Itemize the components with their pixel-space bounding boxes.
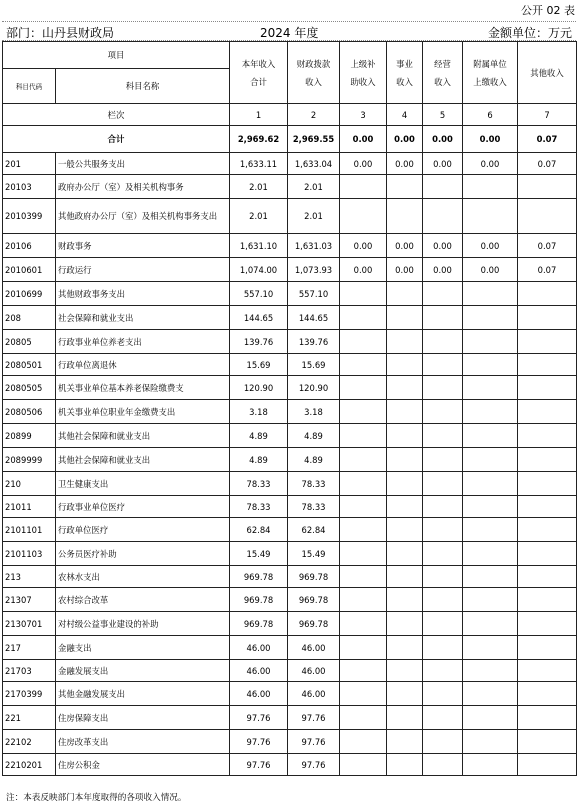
subject-name: 其他政府办公厅（室）及相关机构事务支出: [56, 199, 230, 234]
table-row: [3, 376, 577, 400]
col-total-header: 本年收入 合计: [230, 42, 288, 104]
table-row: [3, 518, 577, 542]
amount-cell: [518, 496, 577, 518]
amount-cell: 1,633.04: [288, 153, 340, 175]
total-cell: 2,969.62: [230, 126, 288, 153]
subject-name: 社会保障和就业支出: [56, 306, 230, 330]
subject-code: 20805: [3, 330, 56, 354]
col-subsidy-header: 上级补 助收入: [340, 42, 387, 104]
amount-cell: [387, 682, 423, 706]
amount-cell: [340, 400, 387, 424]
amount-cell: [340, 354, 387, 376]
amount-cell: [340, 588, 387, 612]
amount-cell: 15.49: [230, 542, 288, 566]
amount-cell: [518, 706, 577, 730]
total-cell: 0.07: [518, 126, 577, 153]
amount-cell: [340, 660, 387, 682]
amount-cell: [423, 424, 463, 448]
total-cell: 2,969.55: [288, 126, 340, 153]
amount-cell: 46.00: [288, 682, 340, 706]
subject-name: 其他社会保障和就业支出: [56, 424, 230, 448]
amount-cell: 0.07: [518, 234, 577, 258]
amount-cell: [423, 282, 463, 306]
amount-cell: 0.00: [387, 258, 423, 282]
col-affiliated-header: 附属单位 上缴收入: [463, 42, 518, 104]
table-row: [3, 730, 577, 754]
table-row: [3, 424, 577, 448]
subject-name: 行政运行: [56, 258, 230, 282]
table-row: [3, 330, 577, 354]
amount-cell: 0.00: [423, 234, 463, 258]
table-row: [3, 400, 577, 424]
amount-cell: [340, 472, 387, 496]
amount-cell: 0.00: [387, 153, 423, 175]
table-row: [3, 636, 577, 660]
amount-cell: [423, 730, 463, 754]
col-index: 1: [230, 104, 288, 126]
amount-cell: [463, 376, 518, 400]
amount-cell: 15.69: [288, 354, 340, 376]
subject-code: 2170399: [3, 682, 56, 706]
amount-cell: [518, 330, 577, 354]
table-row: [3, 542, 577, 566]
subject-name: 住房保障支出: [56, 706, 230, 730]
amount-cell: [463, 612, 518, 636]
amount-cell: 3.18: [288, 400, 340, 424]
amount-cell: [340, 730, 387, 754]
amount-cell: [423, 306, 463, 330]
amount-cell: 139.76: [288, 330, 340, 354]
col-index: 4: [387, 104, 423, 126]
amount-cell: 4.89: [288, 424, 340, 448]
amount-cell: 46.00: [230, 682, 288, 706]
amount-cell: [387, 400, 423, 424]
amount-cell: [387, 199, 423, 234]
amount-cell: [340, 424, 387, 448]
amount-cell: 3.18: [230, 400, 288, 424]
subject-code: 213: [3, 566, 56, 588]
subject-code: 2010601: [3, 258, 56, 282]
subject-name: 金融支出: [56, 636, 230, 660]
amount-cell: 15.69: [230, 354, 288, 376]
amount-cell: 62.84: [288, 518, 340, 542]
amount-cell: 2.01: [288, 199, 340, 234]
amount-cell: [423, 660, 463, 682]
col-index: 7: [518, 104, 577, 126]
amount-cell: [423, 376, 463, 400]
amount-cell: [340, 282, 387, 306]
report-header-bar: [2, 21, 576, 41]
amount-cell: 557.10: [288, 282, 340, 306]
amount-cell: [463, 542, 518, 566]
item-header: 项目: [3, 42, 230, 69]
amount-cell: [518, 400, 577, 424]
amount-cell: [340, 496, 387, 518]
amount-cell: [518, 612, 577, 636]
amount-cell: 4.89: [288, 448, 340, 472]
subject-code: 2080501: [3, 354, 56, 376]
subject-code: 20103: [3, 175, 56, 199]
table-row: [3, 706, 577, 730]
amount-cell: 0.00: [423, 153, 463, 175]
amount-cell: [463, 706, 518, 730]
amount-cell: [387, 330, 423, 354]
amount-cell: [463, 682, 518, 706]
amount-cell: 0.00: [423, 258, 463, 282]
amount-cell: [463, 400, 518, 424]
col-other-header: 其他收入: [518, 42, 577, 104]
subject-name: 其他金融发展支出: [56, 682, 230, 706]
amount-cell: [423, 330, 463, 354]
amount-cell: [387, 424, 423, 448]
amount-cell: [387, 354, 423, 376]
amount-cell: 0.00: [463, 258, 518, 282]
amount-cell: [463, 448, 518, 472]
amount-cell: 557.10: [230, 282, 288, 306]
amount-cell: [423, 354, 463, 376]
amount-cell: [387, 706, 423, 730]
code-header: 科目代码: [3, 69, 56, 104]
form-number: 公开 02 表: [521, 4, 575, 17]
amount-cell: 0.07: [518, 258, 577, 282]
amount-cell: [423, 175, 463, 199]
table-row: [3, 258, 577, 282]
amount-cell: [387, 472, 423, 496]
subject-name: 行政事业单位医疗: [56, 496, 230, 518]
amount-cell: 97.76: [288, 730, 340, 754]
amount-cell: [423, 636, 463, 660]
col-business-header: 事业 收入: [387, 42, 423, 104]
amount-cell: [340, 612, 387, 636]
amount-cell: [518, 636, 577, 660]
amount-cell: [387, 496, 423, 518]
amount-cell: 78.33: [230, 496, 288, 518]
subject-name: 其他财政事务支出: [56, 282, 230, 306]
amount-cell: 969.78: [230, 612, 288, 636]
amount-cell: [518, 472, 577, 496]
amount-cell: 2.01: [288, 175, 340, 199]
amount-cell: [463, 472, 518, 496]
table-row: [3, 306, 577, 330]
amount-cell: [387, 612, 423, 636]
amount-cell: [518, 682, 577, 706]
amount-cell: 15.49: [288, 542, 340, 566]
subject-code: 2080506: [3, 400, 56, 424]
table-row: [3, 199, 577, 234]
subject-name: 农林水支出: [56, 566, 230, 588]
amount-cell: [463, 730, 518, 754]
amount-cell: 46.00: [288, 660, 340, 682]
amount-cell: 97.76: [288, 706, 340, 730]
amount-cell: [340, 754, 387, 776]
amount-cell: [387, 175, 423, 199]
amount-cell: [518, 660, 577, 682]
amount-cell: [340, 306, 387, 330]
amount-cell: 97.76: [230, 730, 288, 754]
col-index: 3: [340, 104, 387, 126]
subject-code: 2010699: [3, 282, 56, 306]
amount-cell: [463, 566, 518, 588]
amount-cell: [463, 424, 518, 448]
amount-cell: [463, 282, 518, 306]
table-row: [3, 588, 577, 612]
subject-name: 住房公积金: [56, 754, 230, 776]
amount-cell: 46.00: [288, 636, 340, 660]
amount-cell: 0.07: [518, 153, 577, 175]
amount-cell: 120.90: [230, 376, 288, 400]
col-fiscal-header: 财政拨款 收入: [288, 42, 340, 104]
table-row: [3, 660, 577, 682]
amount-cell: [423, 472, 463, 496]
table-row: [3, 448, 577, 472]
table-row: [3, 153, 577, 175]
amount-cell: [340, 682, 387, 706]
amount-cell: 0.00: [340, 153, 387, 175]
amount-cell: [387, 588, 423, 612]
amount-cell: [518, 306, 577, 330]
table-footnote: 注：本表反映部门本年度取得的各项收入情况。: [6, 793, 187, 803]
amount-cell: [463, 354, 518, 376]
amount-cell: [423, 612, 463, 636]
amount-cell: 97.76: [288, 754, 340, 776]
amount-cell: [518, 424, 577, 448]
subject-code: 217: [3, 636, 56, 660]
amount-cell: [518, 588, 577, 612]
subject-code: 22102: [3, 730, 56, 754]
subject-code: 20899: [3, 424, 56, 448]
amount-cell: [463, 636, 518, 660]
col-index-label: 栏次: [3, 104, 230, 126]
subject-code: 2089999: [3, 448, 56, 472]
amount-cell: [340, 376, 387, 400]
total-cell: 0.00: [423, 126, 463, 153]
amount-cell: 46.00: [230, 636, 288, 660]
amount-cell: 0.00: [387, 234, 423, 258]
total-cell: 0.00: [340, 126, 387, 153]
amount-cell: [340, 636, 387, 660]
amount-cell: [463, 175, 518, 199]
amount-cell: 1,074.00: [230, 258, 288, 282]
col-index: 2: [288, 104, 340, 126]
subject-name: 住房改革支出: [56, 730, 230, 754]
amount-cell: [387, 754, 423, 776]
subject-code: 2101101: [3, 518, 56, 542]
amount-cell: [518, 448, 577, 472]
amount-cell: [423, 448, 463, 472]
amount-cell: [387, 730, 423, 754]
amount-cell: [387, 282, 423, 306]
amount-cell: [340, 175, 387, 199]
amount-cell: 139.76: [230, 330, 288, 354]
table-row: [3, 682, 577, 706]
amount-cell: [518, 376, 577, 400]
subject-code: 21011: [3, 496, 56, 518]
amount-cell: [387, 636, 423, 660]
amount-cell: 144.65: [230, 306, 288, 330]
total-label: 合计: [3, 126, 230, 153]
subject-name: 卫生健康支出: [56, 472, 230, 496]
amount-cell: 62.84: [230, 518, 288, 542]
amount-cell: [518, 566, 577, 588]
amount-cell: 969.78: [288, 566, 340, 588]
amount-cell: [387, 306, 423, 330]
amount-cell: [463, 199, 518, 234]
amount-cell: [340, 542, 387, 566]
amount-cell: [463, 306, 518, 330]
amount-cell: 2.01: [230, 175, 288, 199]
subject-name: 政府办公厅（室）及相关机构事务: [56, 175, 230, 199]
amount-cell: [387, 376, 423, 400]
amount-cell: 969.78: [288, 612, 340, 636]
amount-cell: [340, 518, 387, 542]
subject-code: 20106: [3, 234, 56, 258]
amount-cell: 144.65: [288, 306, 340, 330]
subject-code: 210: [3, 472, 56, 496]
amount-cell: 0.00: [340, 258, 387, 282]
amount-cell: 1,633.11: [230, 153, 288, 175]
amount-cell: [340, 566, 387, 588]
subject-code: 2101103: [3, 542, 56, 566]
amount-cell: [387, 542, 423, 566]
col-operating-header: 经营 收入: [423, 42, 463, 104]
table-row: [3, 754, 577, 776]
amount-cell: [423, 542, 463, 566]
amount-cell: 1,631.10: [230, 234, 288, 258]
subject-code: 201: [3, 153, 56, 175]
subject-name: 机关事业单位基本养老保险缴费支: [56, 376, 230, 400]
amount-cell: [340, 448, 387, 472]
subject-name: 金融发展支出: [56, 660, 230, 682]
amount-cell: 0.00: [463, 153, 518, 175]
amount-cell: [423, 706, 463, 730]
amount-cell: 78.33: [288, 496, 340, 518]
amount-unit: 金额单位：万元: [487, 26, 572, 40]
fiscal-year: 2024 年度: [260, 26, 319, 40]
amount-cell: 4.89: [230, 448, 288, 472]
amount-cell: [518, 518, 577, 542]
subject-code: 21703: [3, 660, 56, 682]
subject-code: 2130701: [3, 612, 56, 636]
amount-cell: 969.78: [230, 566, 288, 588]
amount-cell: [463, 330, 518, 354]
amount-cell: [423, 588, 463, 612]
amount-cell: [463, 496, 518, 518]
amount-cell: [463, 660, 518, 682]
amount-cell: [463, 588, 518, 612]
amount-cell: [518, 175, 577, 199]
amount-cell: 969.78: [288, 588, 340, 612]
subject-name: 一般公共服务支出: [56, 153, 230, 175]
amount-cell: [463, 518, 518, 542]
amount-cell: 1,631.03: [288, 234, 340, 258]
amount-cell: [387, 448, 423, 472]
table-row: [3, 234, 577, 258]
amount-cell: [518, 754, 577, 776]
subject-name: 农村综合改革: [56, 588, 230, 612]
amount-cell: 78.33: [288, 472, 340, 496]
amount-cell: [423, 754, 463, 776]
amount-cell: [340, 330, 387, 354]
subject-code: 208: [3, 306, 56, 330]
amount-cell: [423, 518, 463, 542]
amount-cell: 0.00: [463, 234, 518, 258]
table-row: [3, 354, 577, 376]
amount-cell: [387, 660, 423, 682]
amount-cell: [423, 496, 463, 518]
amount-cell: [387, 566, 423, 588]
department-label: 部门：山丹县财政局: [6, 26, 115, 40]
subject-name: 其他社会保障和就业支出: [56, 448, 230, 472]
amount-cell: [340, 706, 387, 730]
amount-cell: [518, 199, 577, 234]
amount-cell: [518, 730, 577, 754]
amount-cell: [340, 199, 387, 234]
amount-cell: [463, 754, 518, 776]
amount-cell: 120.90: [288, 376, 340, 400]
amount-cell: [518, 542, 577, 566]
amount-cell: [518, 354, 577, 376]
amount-cell: 46.00: [230, 660, 288, 682]
table-row: [3, 566, 577, 588]
amount-cell: 969.78: [230, 588, 288, 612]
subject-code: 2080505: [3, 376, 56, 400]
total-cell: 0.00: [387, 126, 423, 153]
subject-code: 2010399: [3, 199, 56, 234]
subject-name: 行政事业单位养老支出: [56, 330, 230, 354]
amount-cell: [423, 566, 463, 588]
amount-cell: 0.00: [340, 234, 387, 258]
subject-name: 行政单位离退休: [56, 354, 230, 376]
total-cell: 0.00: [463, 126, 518, 153]
amount-cell: 2.01: [230, 199, 288, 234]
table-row: [3, 612, 577, 636]
table-row: [3, 472, 577, 496]
amount-cell: [387, 518, 423, 542]
amount-cell: [518, 282, 577, 306]
name-header: 科目名称: [56, 69, 230, 104]
subject-code: 2210201: [3, 754, 56, 776]
amount-cell: 78.33: [230, 472, 288, 496]
subject-code: 21307: [3, 588, 56, 612]
amount-cell: [423, 400, 463, 424]
table-row: [3, 496, 577, 518]
subject-name: 财政事务: [56, 234, 230, 258]
amount-cell: 4.89: [230, 424, 288, 448]
amount-cell: 1,073.93: [288, 258, 340, 282]
amount-cell: 97.76: [230, 706, 288, 730]
income-summary-table: [2, 41, 577, 776]
table-row: [3, 175, 577, 199]
table-row: [3, 282, 577, 306]
col-index: 6: [463, 104, 518, 126]
subject-name: 对村级公益事业建设的补助: [56, 612, 230, 636]
amount-cell: 97.76: [230, 754, 288, 776]
subject-name: 公务员医疗补助: [56, 542, 230, 566]
total-row: [3, 126, 577, 153]
amount-cell: [423, 199, 463, 234]
subject-name: 行政单位医疗: [56, 518, 230, 542]
subject-code: 221: [3, 706, 56, 730]
subject-name: 机关事业单位职业年金缴费支出: [56, 400, 230, 424]
amount-cell: [423, 682, 463, 706]
col-index: 5: [423, 104, 463, 126]
